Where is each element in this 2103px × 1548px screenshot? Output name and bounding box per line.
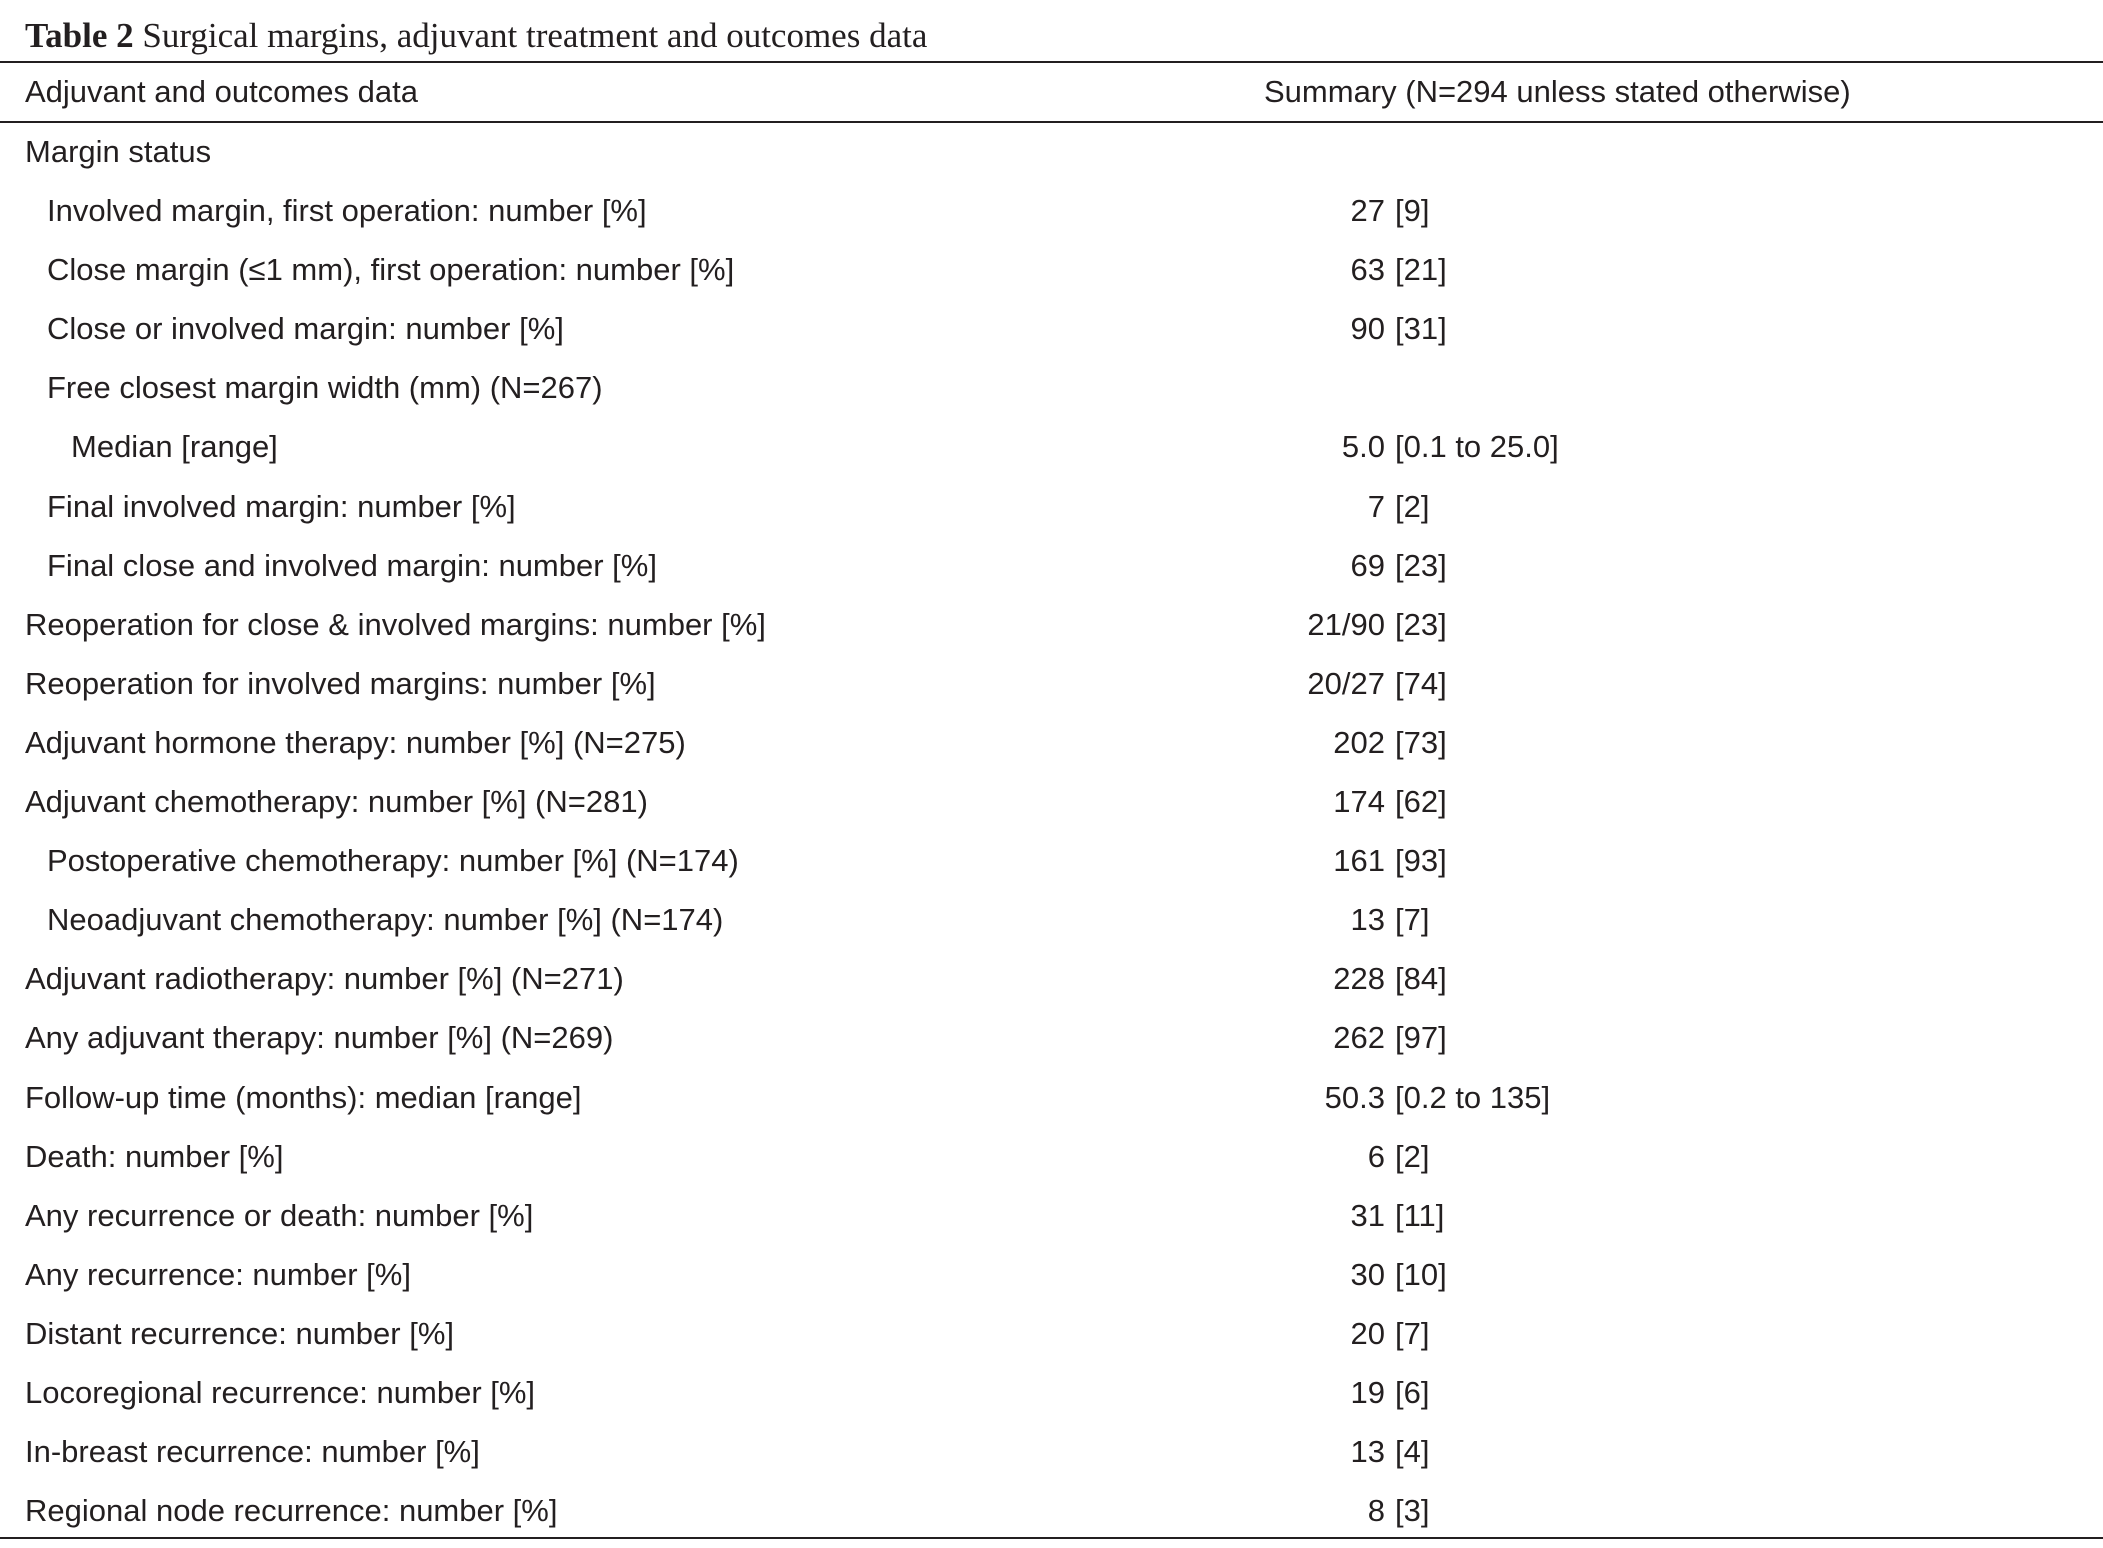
table-caption <box>25 14 927 58</box>
value-number: 63 <box>1350 252 1385 288</box>
value-number: 27 <box>1350 193 1385 229</box>
row-value <box>1140 189 1640 233</box>
value-bracket: [84] <box>1395 961 1447 997</box>
table-row <box>0 1253 2103 1312</box>
value-bracket: [7] <box>1395 1315 1430 1351</box>
value-number: 161 <box>1333 843 1385 879</box>
value-number: 5.0 <box>1341 429 1385 465</box>
row-value <box>1140 1489 1640 1533</box>
table-bottom-rule <box>0 1537 2103 1539</box>
value-bracket: [23] <box>1395 606 1447 642</box>
value-number: 174 <box>1333 784 1385 820</box>
row-value <box>1140 721 1640 765</box>
value-number: 13 <box>1350 1434 1385 1470</box>
row-value <box>1140 485 1640 529</box>
row-label: Distant recurrence: number [%] <box>25 1315 455 1351</box>
value-number: 228 <box>1333 961 1385 997</box>
value-bracket: [73] <box>1395 724 1447 760</box>
value-bracket: [97] <box>1395 1020 1447 1056</box>
column-header-data: Adjuvant and outcomes data <box>25 74 418 109</box>
value-number: 20 <box>1350 1315 1385 1351</box>
table-row <box>0 1371 2103 1430</box>
table-row <box>0 957 2103 1016</box>
row-label: Postoperative chemotherapy: number [%] (N=174) <box>47 843 739 879</box>
row-label: Any recurrence: number [%] <box>25 1256 411 1292</box>
row-value <box>1140 1371 1640 1415</box>
row-value <box>1140 1076 1640 1120</box>
table-number: Table 2 <box>25 16 134 55</box>
table-row <box>0 189 2103 248</box>
row-label: In-breast recurrence: number [%] <box>25 1434 480 1470</box>
value-number: 31 <box>1350 1197 1385 1233</box>
row-value <box>1140 662 1640 706</box>
table-row <box>0 248 2103 307</box>
table-row <box>0 1489 2103 1548</box>
row-value <box>1140 839 1640 883</box>
table-row <box>0 721 2103 780</box>
row-label: Involved margin, first operation: number [%] <box>47 193 647 229</box>
row-value <box>1140 898 1640 942</box>
value-bracket: [10] <box>1395 1256 1447 1292</box>
value-bracket: [21] <box>1395 252 1447 288</box>
table-row <box>0 839 2103 898</box>
row-value <box>1140 248 1640 292</box>
row-value <box>1140 780 1640 824</box>
row-label: Any adjuvant therapy: number [%] (N=269) <box>25 1020 614 1056</box>
table-row <box>0 1135 2103 1194</box>
value-bracket: [7] <box>1395 902 1430 938</box>
value-bracket: [2] <box>1395 1138 1430 1174</box>
row-value <box>1140 1194 1640 1238</box>
table-top-rule <box>0 61 2103 63</box>
row-label: Locoregional recurrence: number [%] <box>25 1374 536 1410</box>
row-label: Regional node recurrence: number [%] <box>25 1493 558 1529</box>
row-value <box>1140 1430 1640 1474</box>
table-row <box>0 544 2103 603</box>
row-value <box>1140 307 1640 351</box>
row-value <box>1140 1016 1640 1060</box>
value-bracket: [2] <box>1395 488 1430 524</box>
value-number: 19 <box>1350 1374 1385 1410</box>
table-row <box>0 425 2103 484</box>
row-label: Death: number [%] <box>25 1138 284 1174</box>
table-row <box>0 1076 2103 1135</box>
row-label: Adjuvant hormone therapy: number [%] (N=275) <box>25 724 686 760</box>
row-label: Final involved margin: number [%] <box>47 488 516 524</box>
row-label: Free closest margin width (mm) (N=267) <box>47 370 603 406</box>
value-bracket: [93] <box>1395 843 1447 879</box>
row-value <box>1140 1135 1640 1179</box>
row-label: Close margin (≤1 mm), first operation: number [%] <box>47 252 735 288</box>
row-label: Adjuvant radiotherapy: number [%] (N=271) <box>25 961 624 997</box>
row-label: Follow-up time (months): median [range] <box>25 1079 582 1115</box>
value-bracket: [74] <box>1395 665 1447 701</box>
row-value <box>1140 425 1640 469</box>
value-number: 202 <box>1333 724 1385 760</box>
value-bracket: [4] <box>1395 1434 1430 1470</box>
value-number: 20/27 <box>1307 665 1385 701</box>
header-rule <box>0 121 2103 123</box>
value-bracket: [9] <box>1395 193 1430 229</box>
value-bracket: [62] <box>1395 784 1447 820</box>
value-number: 90 <box>1350 311 1385 347</box>
table-row <box>0 1016 2103 1075</box>
column-header-summary: Summary (N=294 unless stated otherwise) <box>1264 74 1851 109</box>
row-label: Close or involved margin: number [%] <box>47 311 564 347</box>
table-row <box>0 603 2103 662</box>
row-label: Any recurrence or death: number [%] <box>25 1197 534 1233</box>
value-number: 262 <box>1333 1020 1385 1056</box>
table-row <box>0 366 2103 425</box>
table-row <box>0 780 2103 839</box>
value-bracket: [23] <box>1395 547 1447 583</box>
table-body <box>0 130 2103 1548</box>
row-value <box>1140 1312 1640 1356</box>
row-label: Reoperation for close & involved margins: number [%] <box>25 606 766 642</box>
table-row <box>0 130 2103 189</box>
row-label: Final close and involved margin: number [%] <box>47 547 657 583</box>
value-number: 69 <box>1350 547 1385 583</box>
value-number: 21/90 <box>1307 606 1385 642</box>
table-title: Surgical margins, adjuvant treatment and outcomes data <box>142 16 928 55</box>
value-number: 8 <box>1367 1493 1385 1529</box>
row-label: Reoperation for involved margins: number [%] <box>25 665 656 701</box>
value-bracket: [31] <box>1395 311 1447 347</box>
value-number: 6 <box>1367 1138 1385 1174</box>
row-label: Median [range] <box>71 429 278 465</box>
table-row <box>0 898 2103 957</box>
row-value <box>1140 957 1640 1001</box>
value-number: 13 <box>1350 902 1385 938</box>
table-row <box>0 307 2103 366</box>
value-bracket: [6] <box>1395 1374 1430 1410</box>
row-value <box>1140 544 1640 588</box>
value-number: 30 <box>1350 1256 1385 1292</box>
row-label: Neoadjuvant chemotherapy: number [%] (N=174) <box>47 902 724 938</box>
value-bracket: [3] <box>1395 1493 1430 1529</box>
value-bracket: [0.2 to 135] <box>1395 1079 1551 1115</box>
row-label: Adjuvant chemotherapy: number [%] (N=281) <box>25 784 648 820</box>
row-value <box>1140 1253 1640 1297</box>
table-row <box>0 1430 2103 1489</box>
row-label: Margin status <box>25 134 212 169</box>
table-row <box>0 1194 2103 1253</box>
value-bracket: [11] <box>1395 1197 1445 1233</box>
table-row <box>0 485 2103 544</box>
row-value <box>1140 603 1640 647</box>
table-row <box>0 662 2103 721</box>
value-number: 50.3 <box>1324 1079 1385 1115</box>
value-number: 7 <box>1367 488 1385 524</box>
value-bracket: [0.1 to 25.0] <box>1395 429 1559 465</box>
table-row <box>0 1312 2103 1371</box>
